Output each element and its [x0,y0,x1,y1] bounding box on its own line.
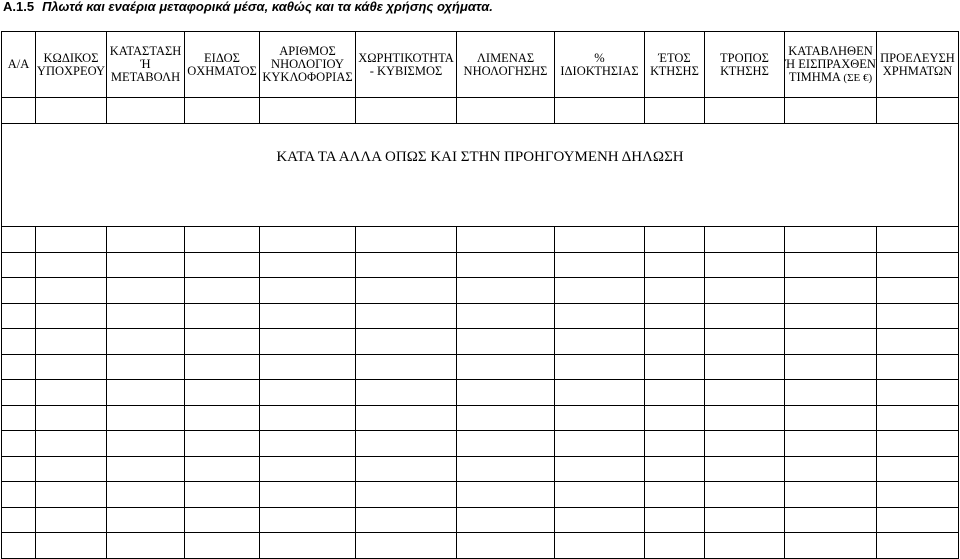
table-cell[interactable] [785,303,877,329]
table-cell[interactable] [36,278,107,304]
table-cell[interactable] [555,329,645,355]
table-cell[interactable] [785,354,877,380]
col-header-funds-origin: ΠΡΟΕΛΕΥΣΗ ΧΡΗΜΑΤΩΝ [877,32,959,98]
table-cell[interactable] [260,533,356,559]
table-cell[interactable] [457,278,555,304]
table-cell[interactable] [457,252,555,278]
table-cell[interactable] [877,252,959,278]
table-cell[interactable] [2,329,36,355]
table-row [2,329,959,355]
table-cell[interactable] [645,329,705,355]
table-cell[interactable] [877,456,959,482]
section-title [3,0,493,14]
table-cell[interactable] [36,252,107,278]
table-cell[interactable] [705,405,785,431]
table-cell[interactable] [785,329,877,355]
col-header-year: ΈΤΟΣ ΚΤΗΣΗΣ [645,32,705,98]
table-cell[interactable] [645,252,705,278]
table-cell[interactable] [356,227,457,253]
col-header-ownership: % ΙΔΙΟΚΤΗΣΙΑΣ [555,32,645,98]
table-cell[interactable] [645,456,705,482]
table-cell[interactable] [356,405,457,431]
table-cell[interactable] [36,380,107,406]
table-cell[interactable] [785,278,877,304]
table-cell[interactable] [260,380,356,406]
table-row [2,533,959,559]
table-cell[interactable] [185,329,260,355]
table-cell[interactable] [555,482,645,508]
table-cell[interactable] [260,456,356,482]
table-cell[interactable] [705,507,785,533]
table-cell[interactable] [877,354,959,380]
table-cell[interactable] [36,533,107,559]
table-cell[interactable] [645,482,705,508]
table-cell[interactable] [457,329,555,355]
section-number: A.1.5 [3,0,35,14]
table-cell[interactable] [705,456,785,482]
table-cell[interactable] [260,303,356,329]
table-cell[interactable] [457,507,555,533]
table-cell[interactable] [356,507,457,533]
table-row [2,431,959,457]
table-cell[interactable] [185,431,260,457]
table-cell[interactable] [645,405,705,431]
table-cell[interactable] [356,303,457,329]
table-cell[interactable] [2,303,36,329]
col-header-price [785,32,877,98]
table-cell[interactable] [36,507,107,533]
table-cell[interactable] [877,227,959,253]
table-cell[interactable] [555,252,645,278]
col-header-port: ΛΙΜΕΝΑΣ ΝΗΟΛΟΓΗΣΗΣ [457,32,555,98]
table-cell[interactable] [107,405,185,431]
table-cell[interactable] [2,227,36,253]
table-cell[interactable] [785,252,877,278]
table-cell[interactable] [356,252,457,278]
table-cell[interactable] [555,354,645,380]
table-cell[interactable] [185,278,260,304]
col-header-registry-number: ΑΡΙΘΜΟΣ ΝΗΟΛΟΓΙΟΥ ΚΥΚΛΟΦΟΡΙΑΣ [260,32,356,98]
table-cell[interactable] [785,380,877,406]
table-cell[interactable] [457,431,555,457]
table-cell[interactable] [36,303,107,329]
table-cell[interactable] [107,380,185,406]
table-cell[interactable] [645,533,705,559]
table-cell[interactable] [185,405,260,431]
table-cell[interactable] [555,303,645,329]
table-cell[interactable] [185,507,260,533]
table-cell[interactable] [877,380,959,406]
table-cell[interactable] [36,354,107,380]
table-cell[interactable] [645,380,705,406]
table-cell[interactable] [260,482,356,508]
table-cell[interactable] [555,456,645,482]
merged-note-row [2,124,959,227]
table-cell[interactable] [2,456,36,482]
table-cell[interactable] [356,533,457,559]
table-cell[interactable] [877,431,959,457]
table-cell[interactable] [185,252,260,278]
table-cell[interactable] [705,380,785,406]
table-cell[interactable] [877,278,959,304]
table-cell[interactable] [555,431,645,457]
table-cell[interactable] [555,405,645,431]
table-cell[interactable] [555,507,645,533]
section-heading: Πλωτά και εναέρια μεταφορικά μέσα, καθώς και τα κάθε χρήσης οχήματα. [42,0,493,14]
table-cell[interactable] [645,431,705,457]
table-cell[interactable] [107,303,185,329]
table-cell[interactable] [2,405,36,431]
table-cell[interactable] [36,482,107,508]
col-header-status: ΚΑΤΑΣΤΑΣΗ Ή ΜΕΤΑΒΟΛΗ [107,32,185,98]
table-row [2,507,959,533]
table-cell[interactable] [107,227,185,253]
table-cell[interactable] [107,507,185,533]
table-cell[interactable] [2,354,36,380]
table-cell[interactable] [555,278,645,304]
table-cell[interactable] [185,482,260,508]
table-cell[interactable] [185,354,260,380]
table-cell[interactable] [877,303,959,329]
table-cell[interactable] [260,252,356,278]
table-cell[interactable] [645,227,705,253]
table-cell[interactable] [107,354,185,380]
table-cell[interactable] [2,507,36,533]
table-cell[interactable] [645,507,705,533]
table-cell[interactable] [457,456,555,482]
table-cell[interactable] [356,456,457,482]
table-cell[interactable] [2,380,36,406]
merged-note: ΚΑΤΑ ΤΑ ΑΛΛΑ ΟΠΩΣ ΚΑΙ ΣΤΗΝ ΠΡΟΗΓΟΥΜΕΝΗ ΔΗΛΩΣΗ [2,124,959,227]
col-header-aa: Α/Α [2,32,36,98]
table-cell[interactable] [457,354,555,380]
table-cell[interactable] [185,303,260,329]
table-cell[interactable] [260,354,356,380]
col-header-obligor-code: ΚΩΔΙΚΟΣ ΥΠΟΧΡΕΟΥ [36,32,107,98]
table-cell[interactable] [356,278,457,304]
table-cell[interactable] [260,431,356,457]
table-cell[interactable] [555,380,645,406]
table-cell[interactable] [2,252,36,278]
table-cell[interactable] [107,431,185,457]
table-cell[interactable] [705,431,785,457]
table-cell[interactable] [107,329,185,355]
table-cell[interactable] [555,533,645,559]
table-cell[interactable] [260,507,356,533]
table-cell[interactable] [645,303,705,329]
table-cell[interactable] [457,303,555,329]
table-cell[interactable] [2,431,36,457]
col-header-acquisition-mode: ΤΡΟΠΟΣ ΚΤΗΣΗΣ [705,32,785,98]
table-cell[interactable] [705,252,785,278]
table-cell[interactable] [185,456,260,482]
col-header-capacity: ΧΩΡΗΤΙΚΟΤΗΤΑ - ΚΥΒΙΣΜΟΣ [356,32,457,98]
table-cell[interactable] [36,456,107,482]
table-cell[interactable] [457,533,555,559]
table-cell[interactable] [785,533,877,559]
table-cell[interactable] [260,227,356,253]
table-cell[interactable] [457,482,555,508]
table-cell[interactable] [785,456,877,482]
col-header-vehicle-type: ΕΙΔΟΣ ΟΧΗΜΑΤΟΣ [185,32,260,98]
vehicles-table [1,31,959,559]
table-cell[interactable] [185,533,260,559]
table-cell[interactable] [107,482,185,508]
table-cell[interactable] [785,227,877,253]
table-cell[interactable] [356,354,457,380]
table-cell[interactable] [705,354,785,380]
table-cell[interactable] [645,354,705,380]
table-cell[interactable] [705,278,785,304]
price-header-label: ΚΑΤΑΒΛΗΘΕΝ Ή ΕΙΣΠΡΑΧΘΕΝ ΤΙΜΗΜΑ [785,43,876,84]
table-cell[interactable] [785,431,877,457]
table-cell[interactable] [260,405,356,431]
table-row [2,252,959,278]
table-cell[interactable] [457,405,555,431]
table-cell[interactable] [785,507,877,533]
table-row [2,354,959,380]
table-cell[interactable] [185,227,260,253]
table-cell[interactable] [705,533,785,559]
table-cell[interactable] [185,380,260,406]
table-row [2,380,959,406]
table-cell[interactable] [705,482,785,508]
table-row [2,303,959,329]
table-cell[interactable] [877,533,959,559]
table-cell[interactable] [356,431,457,457]
table-row [2,482,959,508]
table-row [2,456,959,482]
table-cell[interactable] [107,456,185,482]
table-cell[interactable] [2,533,36,559]
table-row [2,227,959,253]
table-cell[interactable] [107,252,185,278]
table-cell[interactable] [705,303,785,329]
table-cell[interactable] [356,482,457,508]
table-row [2,98,959,124]
table-cell[interactable] [260,278,356,304]
table-cell[interactable] [877,329,959,355]
table-cell[interactable] [107,533,185,559]
table-cell[interactable] [877,405,959,431]
table-row [2,278,959,304]
table-cell[interactable] [2,278,36,304]
table-cell[interactable] [36,227,107,253]
table-cell[interactable] [457,227,555,253]
table-cell[interactable] [785,482,877,508]
price-unit-label: (ΣΕ €) [843,71,873,84]
table-cell[interactable] [260,329,356,355]
table-cell[interactable] [877,482,959,508]
table-cell[interactable] [107,278,185,304]
table-cell[interactable] [555,227,645,253]
table-row [2,405,959,431]
table-cell[interactable] [36,329,107,355]
table-cell[interactable] [705,227,785,253]
table-cell[interactable] [2,482,36,508]
table-cell[interactable] [36,431,107,457]
table-cell[interactable] [645,278,705,304]
table-cell[interactable] [457,380,555,406]
table-cell[interactable] [356,380,457,406]
header-row [2,32,959,98]
table-cell[interactable] [877,507,959,533]
table-cell[interactable] [36,405,107,431]
table-cell[interactable] [705,329,785,355]
table-cell[interactable] [356,329,457,355]
table-cell[interactable] [785,405,877,431]
